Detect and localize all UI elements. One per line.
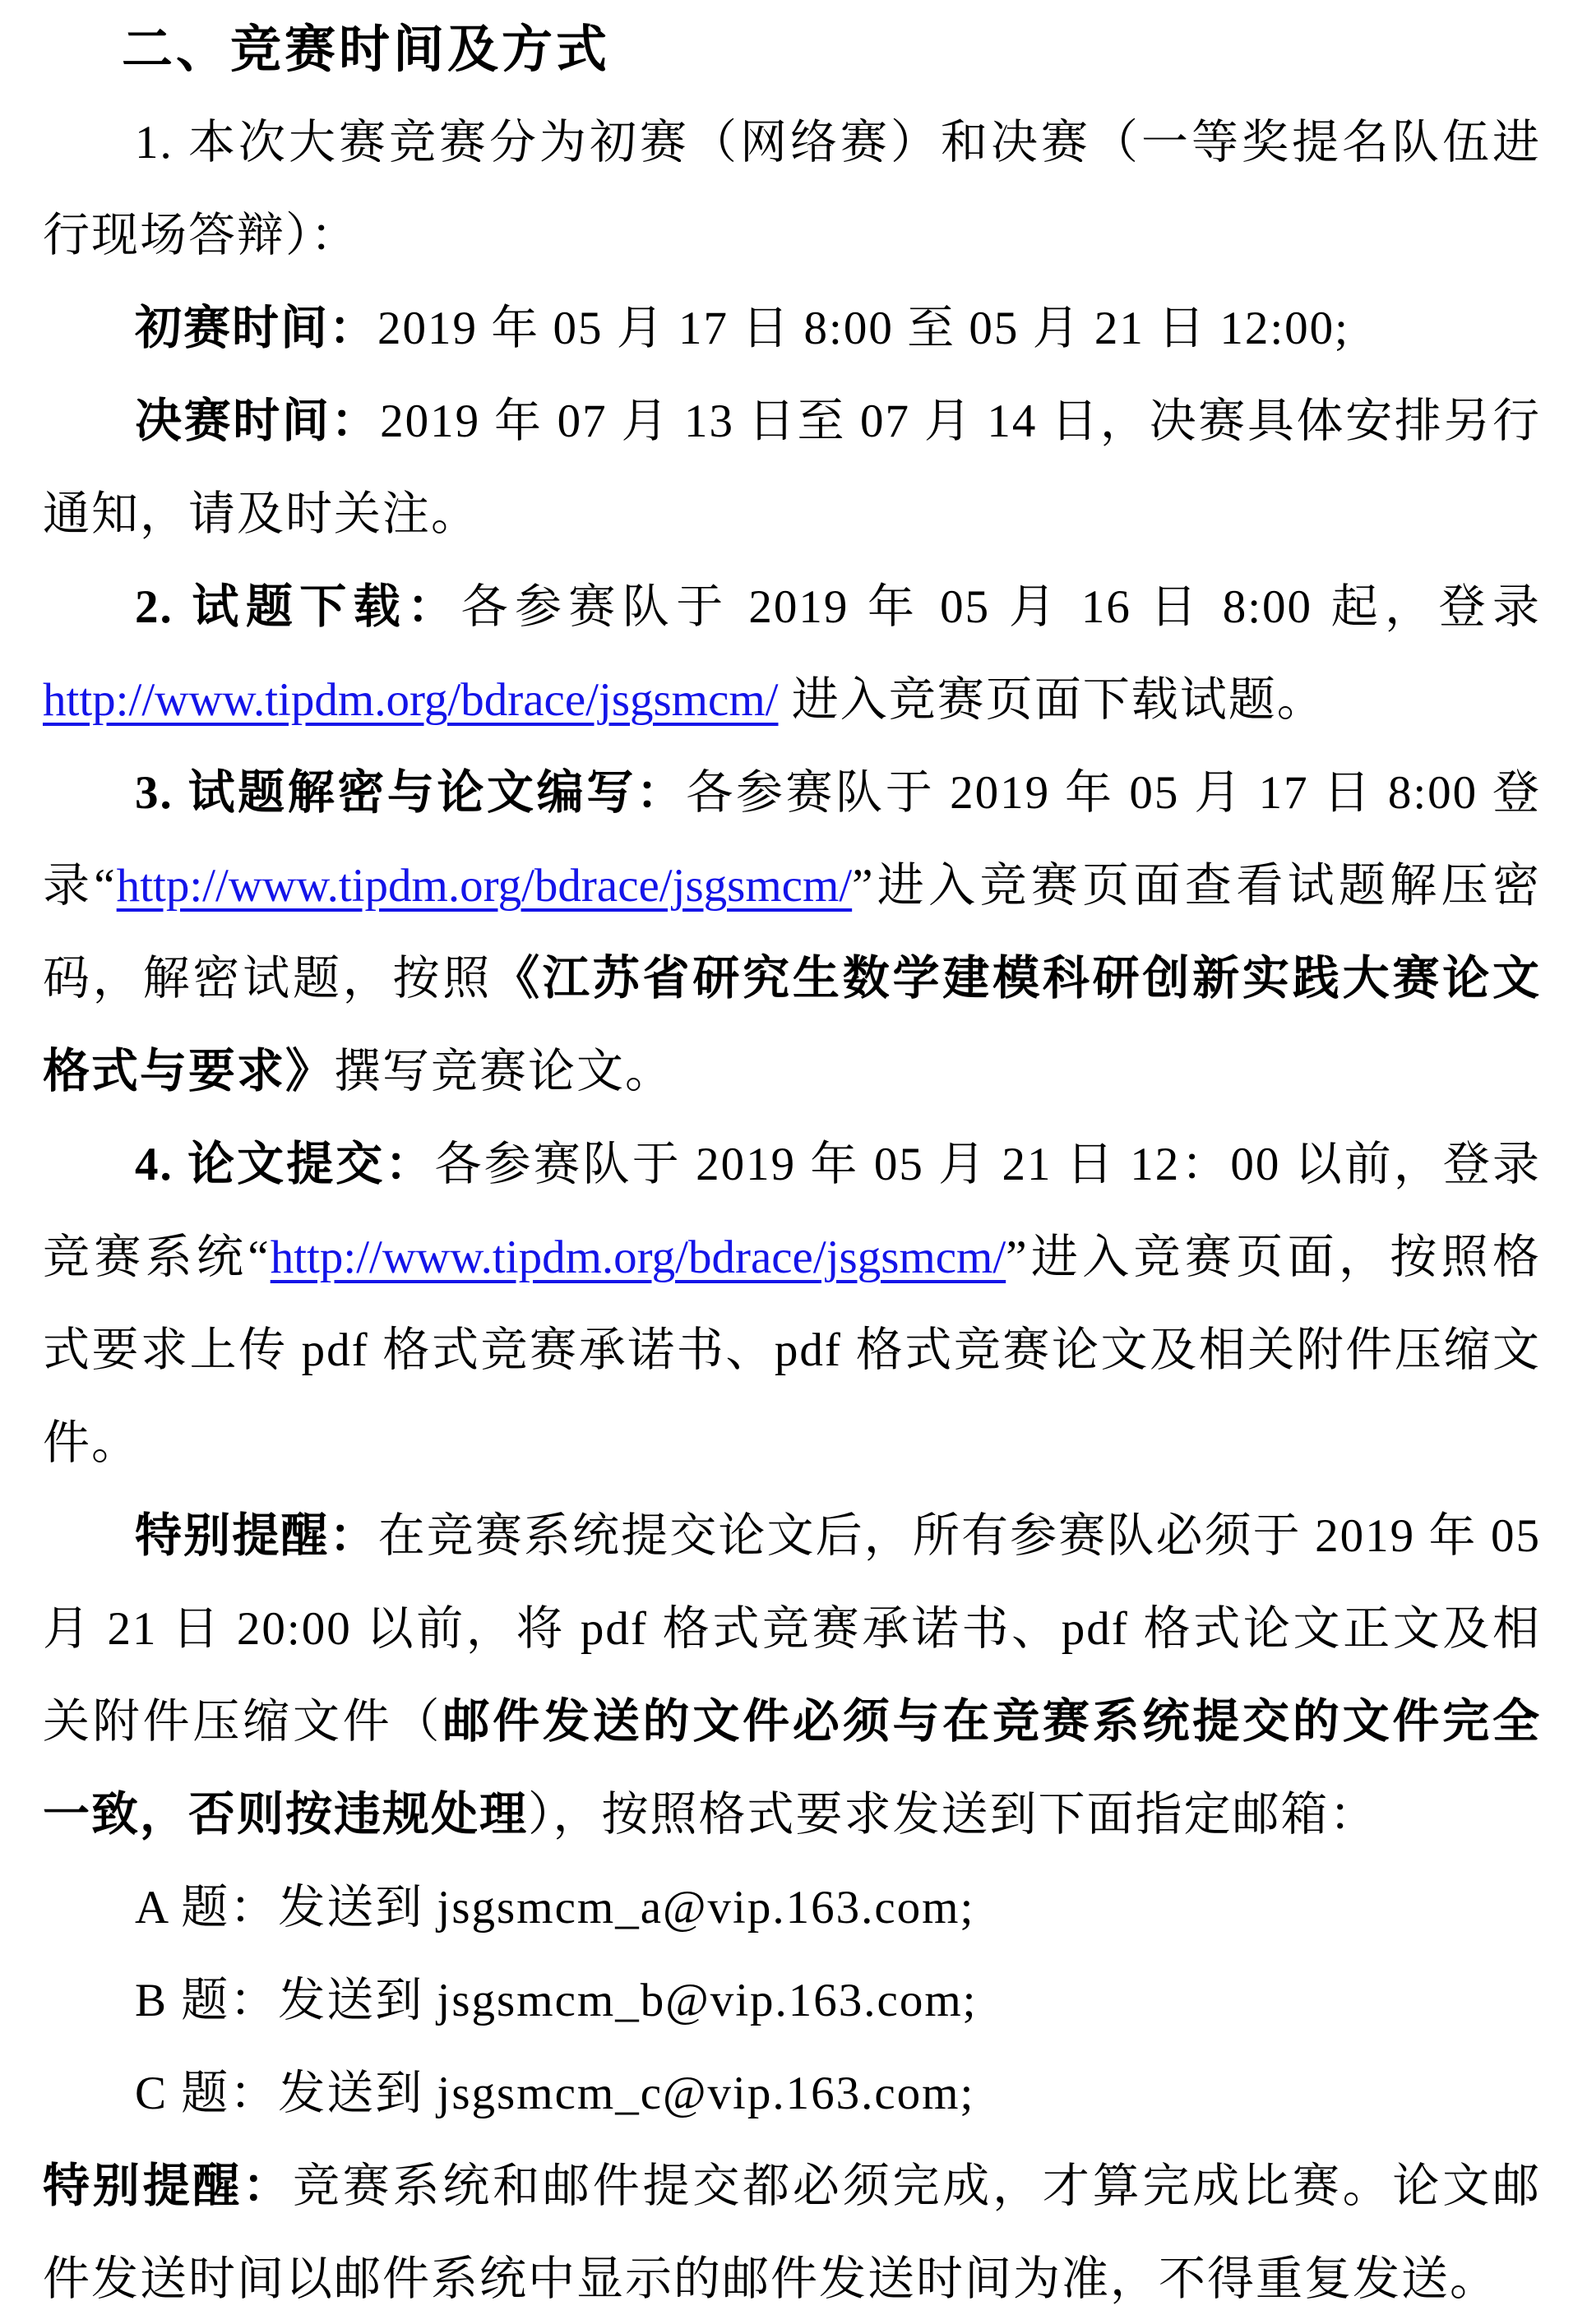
email-c-suffix: ;	[960, 2068, 975, 2119]
final-reminder-text: 竞赛系统和邮件提交都必须完成，才算完成比赛。论文邮件发送时间以邮件系统中显示的邮件发送时间为准，不得重复发送。	[43, 2160, 1542, 2305]
paper-format-doc-title: 《江苏省研究生数学建模科研创新实践大赛论文格式与要求》	[43, 953, 1542, 1097]
para-problem-download	[43, 561, 1541, 746]
problem-download-after-link: 进入竞赛页面下载试题。	[778, 674, 1326, 726]
para-special-reminder-email	[43, 1490, 1541, 1861]
final-time-value: 2019 年 07 月 13 日至 07 月 14 日，决赛具体安排另行通知，请及时关注。	[43, 395, 1542, 540]
problem-download-label: 2. 试题下载：	[135, 581, 461, 633]
para-email-a	[43, 1861, 1541, 1954]
para-email-c	[43, 2047, 1541, 2140]
tipdm-url-link-download[interactable]: http://www.tipdm.org/bdrace/jsgsmcm/	[43, 674, 779, 726]
reminder-bold-warning: 邮件发送的文件必须与在竞赛系统提交的文件完全一致，否则按违规处理	[43, 1696, 1542, 1841]
para-competition-format	[43, 96, 1541, 282]
problem-download-before-link: 各参赛队于 2019 年 05 月 16 日 8:00 起，登录	[460, 581, 1541, 633]
final-time-label: 决赛时间：	[135, 395, 381, 447]
special-reminder-label: 特别提醒：	[135, 1510, 378, 1562]
tipdm-url-link-decrypt[interactable]: http://www.tipdm.org/bdrace/jsgsmcm/	[116, 860, 853, 912]
email-c-prefix: C 题：发送到	[135, 2068, 437, 2119]
email-a-suffix: ;	[960, 1882, 975, 1934]
decrypt-before-link: 各参赛队于 2019 年 05 月 17 日 8:00 登录“	[43, 767, 1542, 912]
email-a-address: jsgsmcm_a@vip.163.com	[437, 1882, 960, 1934]
final-reminder-label: 特别提醒：	[43, 2160, 293, 2212]
tipdm-url-link-submission[interactable]: http://www.tipdm.org/bdrace/jsgsmcm/	[270, 1231, 1006, 1283]
submission-before-link: 各参赛队于 2019 年 05 月 21 日 12：00 以前，登录竞赛系统“	[43, 1139, 1542, 1283]
reminder-after-bold: ），按照格式要求发送到下面指定邮箱：	[528, 1789, 1378, 1841]
email-c-address: jsgsmcm_c@vip.163.com	[437, 2068, 960, 2119]
decrypt-tail-text: 撰写竞赛论文。	[334, 1046, 673, 1097]
preliminary-time-label: 初赛时间：	[135, 303, 377, 354]
decrypt-writing-label: 3. 试题解密与论文编写：	[135, 767, 687, 819]
reminder-before-bold: 在竞赛系统提交论文后，所有参赛队必须于 2019 年 05 月 21 日 20:00 以前，将 pdf 格式竞赛承诺书、pdf 格式论文正文及相关附件压缩文件（	[43, 1510, 1542, 1748]
para-final-time	[43, 375, 1541, 561]
para-decrypt-and-writing	[43, 746, 1541, 1118]
email-b-address: jsgsmcm_b@vip.163.com	[437, 1975, 963, 2026]
email-b-prefix: B 题：发送到	[135, 1975, 437, 2026]
preliminary-time-value: 2019 年 05 月 17 日 8:00 至 05 月 21 日 12:00;	[377, 303, 1350, 354]
para-paper-submission	[43, 1118, 1541, 1490]
email-a-prefix: A 题：发送到	[135, 1882, 437, 1934]
para-special-reminder-final	[43, 2140, 1541, 2324]
submission-after-link: ”进入竞赛页面，按照格式要求上传 pdf 格式竞赛承诺书、pdf 格式竞赛论文及相关附件压缩文件。	[43, 1231, 1541, 1469]
paper-submission-label: 4. 论文提交：	[135, 1139, 435, 1190]
competition-format-text: 1. 本次大赛竞赛分为初赛（网络赛）和决赛（一等奖提名队伍进行现场答辩）：	[43, 117, 1541, 261]
para-email-b	[43, 1954, 1541, 2047]
decrypt-after-link: ”进入竞赛页面查看试题解压密码，解密试题，按照	[43, 860, 1541, 1005]
section-heading: 二、竞赛时间及方式	[122, 21, 611, 78]
email-b-suffix: ;	[962, 1975, 978, 2026]
para-preliminary-time	[43, 282, 1541, 375]
